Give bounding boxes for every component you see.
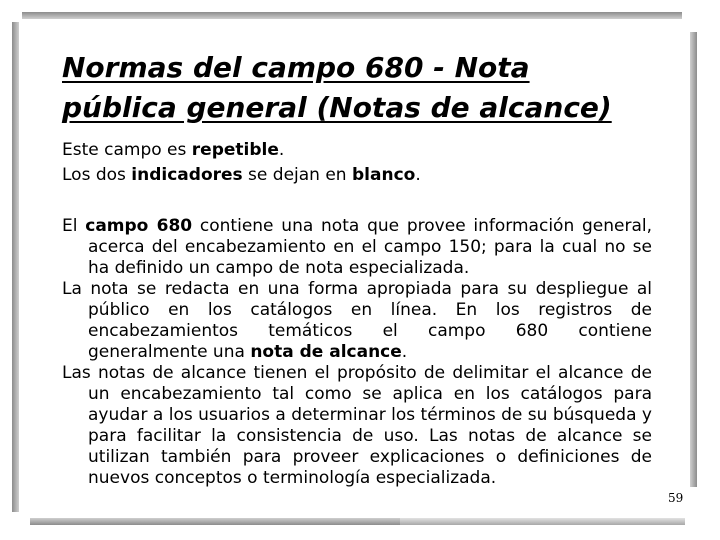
- p1-bold: campo 680: [85, 216, 193, 236]
- intro-2-bold-2: blanco: [352, 165, 416, 185]
- p2-post: .: [401, 342, 408, 362]
- intro-line-indicadores: [62, 163, 421, 188]
- intro-2-text-e: .: [415, 165, 421, 185]
- paragraph-campo-680: [62, 216, 652, 279]
- slide-title-line-1: Normas del campo 680 - Nota: [62, 51, 530, 84]
- paragraph-proposito: Las notas de alcance tienen el propósito de delimitar el alcance de un encabezamiento tal como se aplica en los catálogos para ayudar a los usuarios a determinar los términos de su búsqueda y para facilitar la consistencia de uso. Las notas de alcance se utilizan también para proveer explicaciones o definiciones de nuevos conceptos o terminología especializada.: [62, 363, 652, 488]
- intro-2-text-a: Los dos: [62, 165, 132, 185]
- intro-2-text-c: se dejan en: [242, 165, 352, 185]
- frame-top-bar: [22, 12, 682, 19]
- slide-title-line-2: pública general (Notas de alcance): [62, 91, 612, 124]
- frame-left-bar: [12, 22, 19, 512]
- page-number: 59: [668, 491, 684, 505]
- slide-title: [62, 48, 662, 128]
- intro-2-bold-1: indicadores: [131, 165, 243, 185]
- frame-bottom-accent-bar: [400, 518, 685, 525]
- p2-pre: La nota se redacta en una forma apropiada para su despliegue al público en los catálogos en línea. En los registros de encabezamientos temáticos el campo 680 contiene generalmente una: [62, 279, 652, 362]
- p1-pre: El: [62, 216, 86, 236]
- intro-block: [62, 138, 421, 188]
- p2-bold: nota de alcance: [250, 342, 402, 362]
- body-text: [62, 216, 652, 489]
- paragraph-nota-alcance: [62, 279, 652, 363]
- p1-post: contiene una nota que provee información general, acerca del encabezamiento en el campo 150; para la cual no se ha definido un campo de nota especializada.: [88, 216, 653, 278]
- intro-1-text-c: .: [278, 140, 285, 160]
- intro-line-repetible: [62, 138, 421, 163]
- intro-1-text-a: Este campo es: [62, 140, 192, 160]
- frame-right-bar: [690, 32, 697, 487]
- intro-1-bold: repetible: [191, 140, 279, 160]
